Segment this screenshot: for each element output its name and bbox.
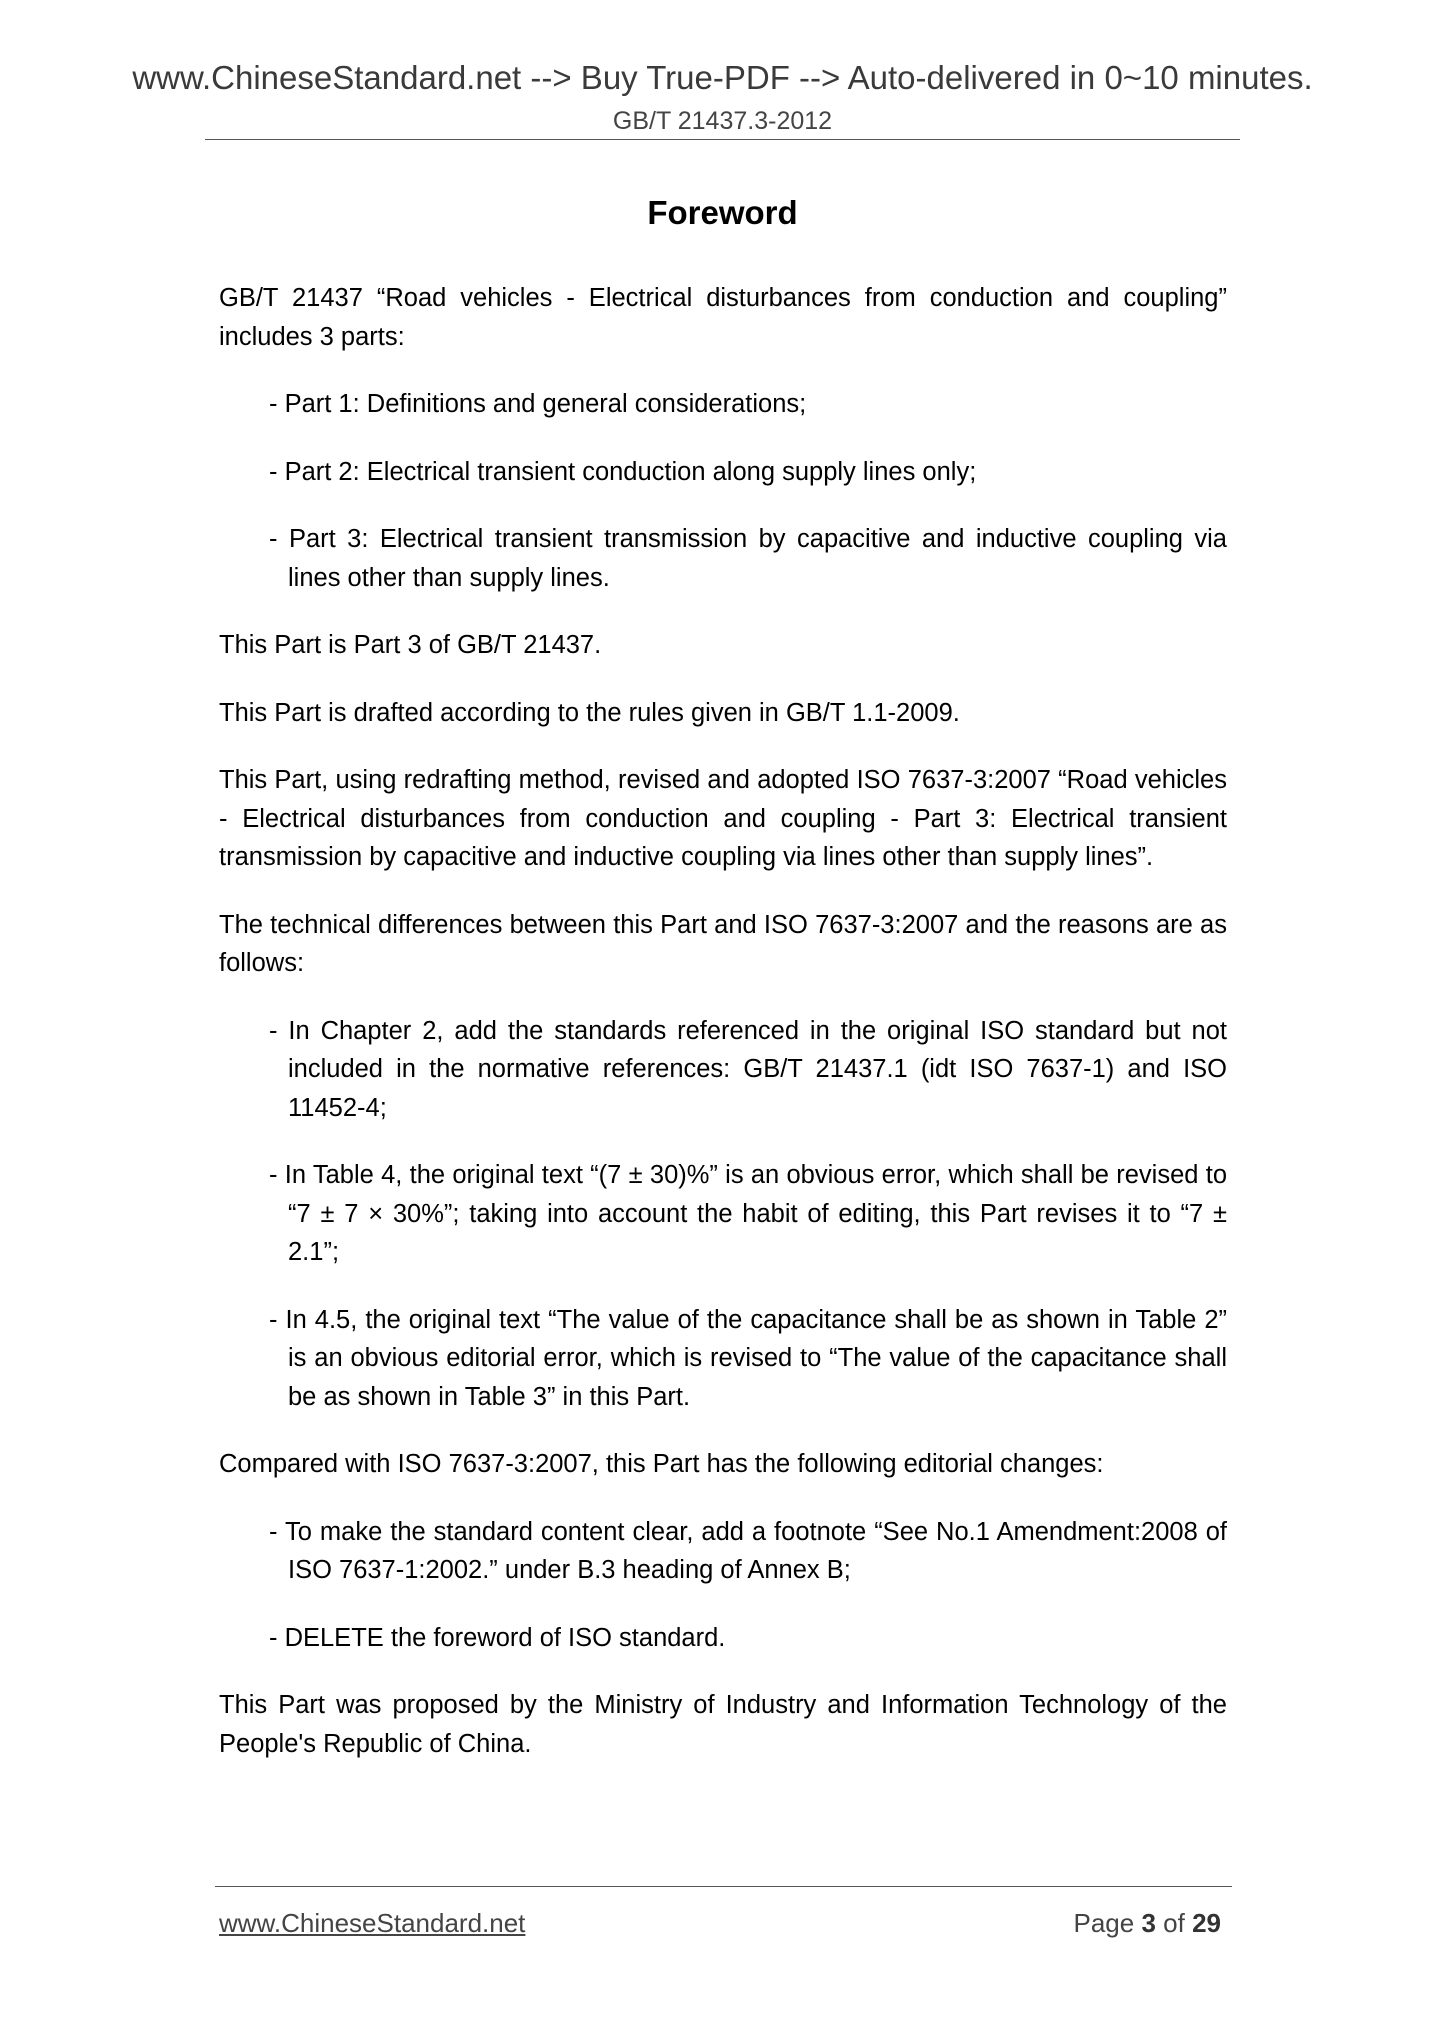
list-item: - To make the standard content clear, add a footnote “See No.1 Amendment:2008 of ISO 7637-1:2002.” under B.3 heading of Annex B; bbox=[269, 1517, 1227, 1584]
total-pages: 29 bbox=[1192, 1908, 1221, 1938]
foreword-body bbox=[219, 279, 1227, 1792]
page-of-label: of bbox=[1163, 1908, 1185, 1938]
list-item: - In Table 4, the original text “(7 ± 30)%” is an obvious error, which shall be revised to “7 ± 7 × 30%”; taking into account the habit of editing, this Part revises it to “7 ± 2.1”; bbox=[269, 1161, 1227, 1266]
header-divider bbox=[205, 139, 1240, 140]
paragraph: This Part, using redrafting method, revised and adopted ISO 7637-3:2007 “Road vehicles - Electrical disturbances from conduction and coupling - Part 3: Electrical transient transmission by capacitive and inductive coupling via lines other than supply lines”. bbox=[219, 766, 1227, 871]
paragraph: Compared with ISO 7637-3:2007, this Part has the following editorial changes: bbox=[219, 1450, 1104, 1478]
list-item: - DELETE the foreword of ISO standard. bbox=[269, 1623, 726, 1652]
paragraph: The technical differences between this Part and ISO 7637-3:2007 and the reasons are as follows: bbox=[219, 910, 1227, 977]
page-title: Foreword bbox=[647, 194, 798, 231]
footer-divider bbox=[215, 1886, 1232, 1887]
top-banner: www.ChineseStandard.net --> Buy True-PDF --> Auto-delivered in 0~10 minutes. bbox=[132, 59, 1313, 96]
paragraph: This Part is Part 3 of GB/T 21437. bbox=[219, 631, 602, 659]
paragraph: This Part is drafted according to the rules given in GB/T 1.1-2009. bbox=[219, 698, 960, 727]
paragraph: This Part was proposed by the Ministry of Industry and Information Technology of the People's Republic of China. bbox=[219, 1691, 1227, 1758]
list-item: - Part 3: Electrical transient transmission by capacitive and inductive coupling via lines other than supply lines. bbox=[269, 525, 1227, 592]
current-page: 3 bbox=[1141, 1908, 1156, 1938]
page-number bbox=[1073, 1907, 1221, 1939]
footer-site-link[interactable]: www.ChineseStandard.net bbox=[219, 1908, 526, 1938]
paragraph: GB/T 21437 “Road vehicles - Electrical disturbances from conduction and coupling” includes 3 parts: bbox=[219, 284, 1227, 351]
page-label: Page bbox=[1073, 1908, 1135, 1938]
list-item: - In 4.5, the original text “The value of the capacitance shall be as shown in Table 2” is an obvious editorial error, which is revised to “The value of the capacitance shall be as shown in Table 3” in this Part. bbox=[269, 1305, 1227, 1411]
standard-code: GB/T 21437.3-2012 bbox=[612, 107, 833, 135]
list-item: - Part 1: Definitions and general considerations; bbox=[269, 390, 807, 418]
list-item: - In Chapter 2, add the standards referenced in the original ISO standard but not included in the normative references: GB/T 21437.1 (idt ISO 7637-1) and ISO 11452-4; bbox=[269, 1016, 1227, 1122]
list-item: - Part 2: Electrical transient conduction along supply lines only; bbox=[269, 457, 977, 486]
